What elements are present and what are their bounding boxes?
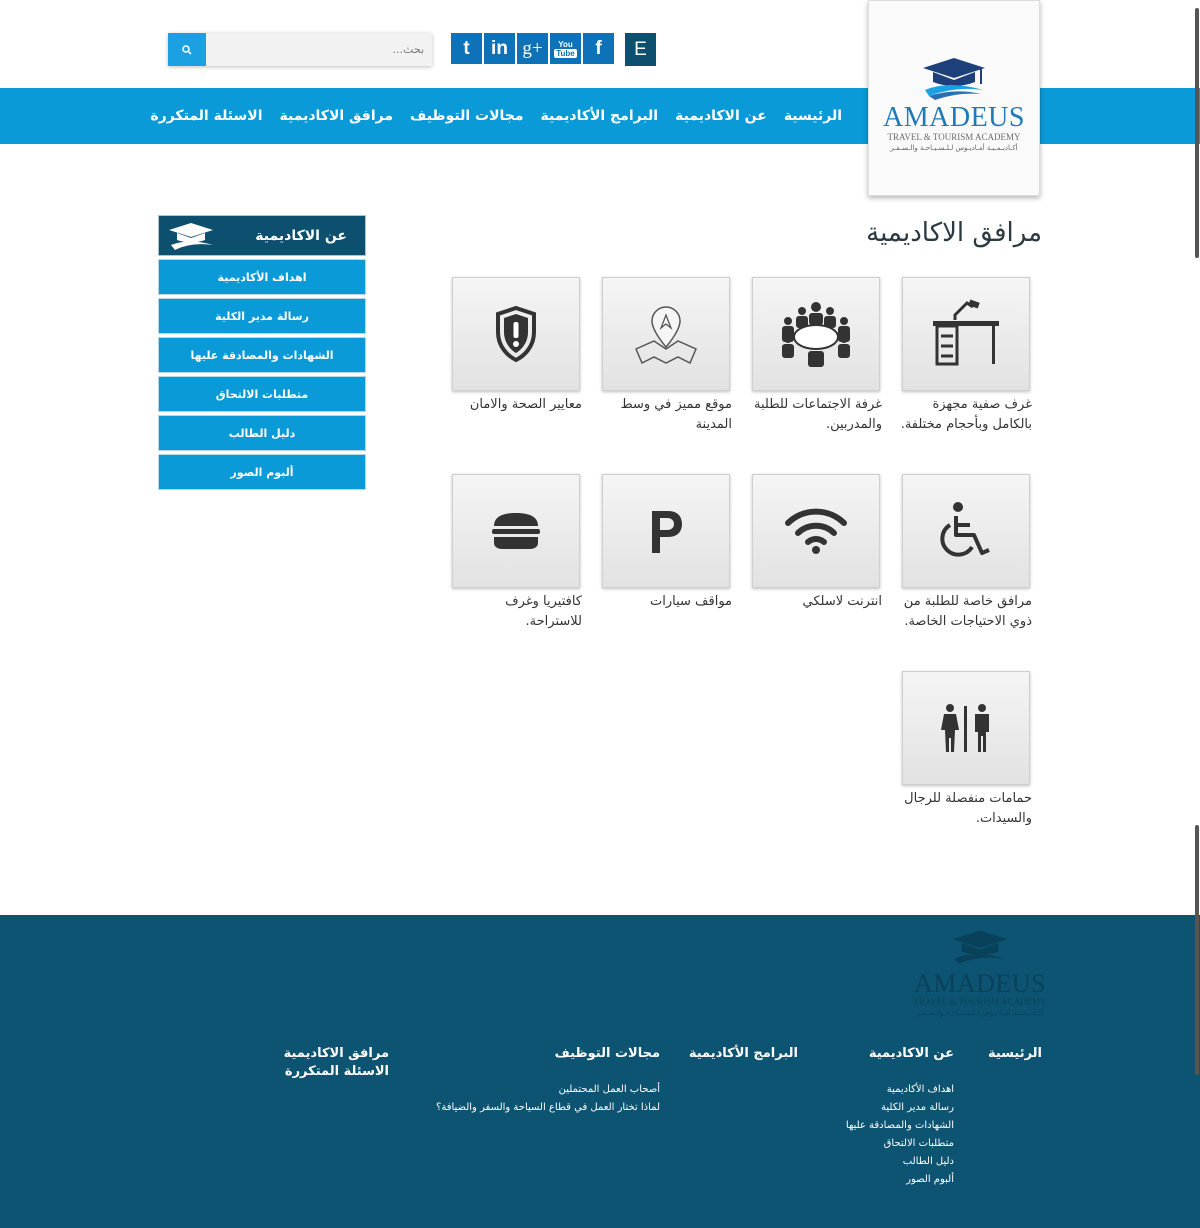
footer-link-why-tourism[interactable]: لماذا تختار العمل في قطاع السياحة والسفر والضيافة؟ xyxy=(436,1102,660,1113)
search-input[interactable] xyxy=(206,33,432,66)
facility-classrooms xyxy=(900,277,1032,435)
footer-col-about xyxy=(846,1045,954,1189)
footer-link-dean-message[interactable]: رسالة مدير الكلية xyxy=(881,1102,954,1113)
footer-about-links xyxy=(846,1081,954,1189)
facility-label: انترنت لاسلكي xyxy=(802,594,882,609)
nav-faq[interactable]: الاسئلة المتكررة xyxy=(150,108,263,124)
youtube-icon[interactable] xyxy=(550,33,581,64)
scrollbar-thumb[interactable] xyxy=(1195,825,1199,1075)
parking-icon xyxy=(646,507,686,555)
sidebar-item-certificates[interactable]: الشهادات والمصادقة عليها xyxy=(158,337,366,373)
youtube-glyph-bottom: Tube xyxy=(556,48,575,58)
facility-tile[interactable] xyxy=(902,671,1030,785)
facility-restrooms xyxy=(900,671,1032,829)
facility-label: مواقف سيارات xyxy=(650,594,732,609)
footer-link-employers[interactable]: أصحاب العمل المحتملين xyxy=(558,1084,660,1095)
footer-logo-subtitle: TRAVEL & TOURISM ACADEMY xyxy=(913,997,1047,1007)
nav-programs[interactable]: البرامج الأكاديمية xyxy=(540,108,659,124)
search-button[interactable] xyxy=(168,33,206,66)
sidebar-title: عن الاكاديمية xyxy=(255,227,347,244)
wheelchair-icon xyxy=(938,501,994,561)
desk-icon xyxy=(931,299,1001,369)
nav-about[interactable]: عن الاكاديمية xyxy=(675,108,767,124)
facility-tile[interactable] xyxy=(752,474,880,588)
sidebar-item-admission[interactable]: متطلبات الالتحاق xyxy=(158,376,366,412)
site-logo[interactable] xyxy=(868,0,1040,196)
nav-facilities[interactable]: مرافق الاكاديمية xyxy=(279,108,394,124)
graduation-cap-icon xyxy=(948,927,1012,969)
facility-meeting-room xyxy=(750,277,882,435)
footer-col-careers xyxy=(436,1045,660,1117)
search-box xyxy=(168,33,432,66)
facility-safety xyxy=(450,277,582,415)
nav-home[interactable]: الرئيسية xyxy=(783,108,842,124)
footer-link-admission[interactable]: متطلبات الالتحاق xyxy=(883,1138,954,1149)
facility-label: مرافق خاصة للطلبة من ذوي الاحتياجات الخاصة. xyxy=(903,594,1032,629)
footer-link-careers[interactable]: مجالات التوظيف xyxy=(554,1046,660,1061)
facility-location xyxy=(600,277,732,435)
footer-logo-arabic: أكـاديـمـيـة أمـاديـوس لـلـسـيـاحـة والـسـفـر xyxy=(916,1009,1044,1017)
logo-name: AMADEUS xyxy=(883,102,1025,133)
footer-link-facilities[interactable]: مرافق الاكاديمية xyxy=(283,1046,389,1061)
facility-label: غرفة الاجتماعات للطلبة والمدربين. xyxy=(754,397,882,432)
footer-logo-name: AMADEUS xyxy=(913,969,1047,998)
logo-arabic: أكـاديـمـيـة أمـاديـوس لـلـسـيـاحـة والـسـفـر xyxy=(890,144,1018,152)
facility-label: حمامات منفصلة للرجال والسيدات. xyxy=(904,791,1032,826)
footer-link-certificates[interactable]: الشهادات والمصادقة عليها xyxy=(845,1120,954,1131)
facility-tile[interactable] xyxy=(602,474,730,588)
footer-col-programs xyxy=(689,1045,798,1063)
facility-tile[interactable] xyxy=(902,277,1030,391)
page-title: مرافق الاكاديمية xyxy=(866,218,1042,248)
scrollbar-thumb[interactable] xyxy=(1195,8,1199,258)
youtube-glyph-top: You xyxy=(558,39,573,49)
sidebar-header xyxy=(158,215,366,256)
facility-label: غرف صفية مجهزة بالكامل وبأحجام مختلفة. xyxy=(900,397,1032,432)
footer-link-about[interactable]: عن الاكاديمية xyxy=(868,1046,954,1061)
footer-link-faq[interactable]: الاسئلة المتكررة xyxy=(284,1064,389,1079)
nav-careers[interactable]: مجالات التوظيف xyxy=(410,108,524,124)
facebook-icon[interactable]: f xyxy=(583,33,614,64)
social-links xyxy=(451,33,614,64)
sidebar xyxy=(158,215,366,490)
footer-link-programs[interactable]: البرامج الأكاديمية xyxy=(688,1046,798,1061)
main-nav xyxy=(150,88,842,144)
footer-careers-links xyxy=(436,1081,660,1117)
footer-link-student-guide[interactable]: دليل الطالب xyxy=(902,1156,954,1167)
facility-tile[interactable] xyxy=(452,474,580,588)
restroom-icon xyxy=(937,704,995,752)
facility-cafeteria xyxy=(450,474,582,632)
sidebar-item-goals[interactable]: اهداف الأكاديمية xyxy=(158,259,366,295)
facility-label: موقع مميز في وسط المدينة xyxy=(620,397,732,432)
facility-label: معايير الصحة والامان xyxy=(469,397,582,412)
facility-tile[interactable] xyxy=(902,474,1030,588)
meeting-icon xyxy=(778,301,854,367)
sidebar-item-photo-album[interactable]: ألبوم الصور xyxy=(158,454,366,490)
sidebar-item-dean-message[interactable]: رسالة مدير الكلية xyxy=(158,298,366,334)
footer-link-goals[interactable]: اهداف الأكاديمية xyxy=(886,1084,954,1095)
google-plus-icon[interactable]: g+ xyxy=(517,33,548,64)
facility-tile[interactable] xyxy=(752,277,880,391)
sidebar-item-student-guide[interactable]: دليل الطالب xyxy=(158,415,366,451)
shield-icon xyxy=(493,305,539,363)
language-switch-button[interactable]: E xyxy=(625,33,656,66)
facility-wifi xyxy=(750,474,882,612)
facility-label: كافتيريا وغرف للاستراحة. xyxy=(505,594,582,629)
footer-col-facilities xyxy=(284,1045,389,1081)
logo-subtitle: TRAVEL & TOURISM ACADEMY xyxy=(887,132,1021,142)
page-scrollbar[interactable] xyxy=(1192,0,1200,1228)
graduation-cap-icon xyxy=(919,54,989,102)
footer-link-home[interactable]: الرئيسية xyxy=(987,1046,1042,1061)
facility-parking xyxy=(600,474,732,612)
twitter-icon[interactable]: t xyxy=(451,33,482,64)
burger-icon xyxy=(490,511,542,551)
map-location-icon xyxy=(630,303,702,365)
footer-col-home xyxy=(988,1045,1042,1063)
footer-link-photo-album[interactable]: ألبوم الصور xyxy=(906,1174,954,1185)
facility-accessibility xyxy=(900,474,1032,632)
wifi-icon xyxy=(785,508,847,554)
footer-logo xyxy=(910,927,1050,1022)
facility-tile[interactable] xyxy=(452,277,580,391)
facility-tile[interactable] xyxy=(602,277,730,391)
footer xyxy=(0,915,1200,1228)
magnifier-icon xyxy=(182,45,192,55)
linkedin-icon[interactable]: in xyxy=(484,33,515,64)
graduation-cap-icon xyxy=(167,221,215,251)
